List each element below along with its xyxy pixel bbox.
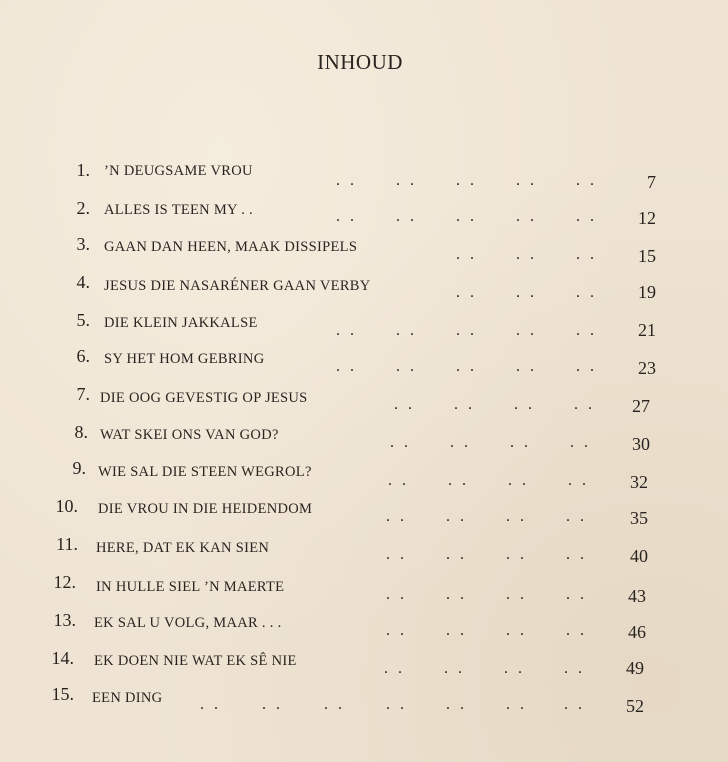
leader-dots: . . xyxy=(506,508,527,525)
toc-entry xyxy=(0,496,728,526)
leader-dots: . . xyxy=(576,322,597,339)
entry-page: 40 xyxy=(630,546,648,566)
toc-entry xyxy=(0,572,728,606)
leader-dots: . . xyxy=(516,284,537,301)
entry-number: 9. xyxy=(72,458,86,478)
leader-dots: . . xyxy=(516,208,537,225)
entry-title: ALLES IS TEEN MY . . xyxy=(104,202,253,218)
leader-dots: . . xyxy=(384,660,405,677)
leader-dots: . . xyxy=(394,396,415,413)
leader-dots: . . xyxy=(456,208,477,225)
leader-dots: . . xyxy=(510,434,531,451)
leader-dots: . . xyxy=(576,246,597,263)
leader-dots: . . xyxy=(564,660,585,677)
leader-dots: . . xyxy=(574,396,595,413)
leader-dots: . . xyxy=(396,358,417,375)
leader-dots: . . xyxy=(456,284,477,301)
toc-entry xyxy=(0,384,728,414)
leader-dots: . . xyxy=(576,172,597,189)
leader-dots: . . xyxy=(566,622,587,639)
entry-number: 6. xyxy=(76,346,90,366)
leader-dots: . . xyxy=(444,660,465,677)
leader-dots: . . xyxy=(566,586,587,603)
entry-number: 5. xyxy=(76,310,90,330)
entry-number: 15. xyxy=(51,684,74,704)
leader-dots: . . xyxy=(446,622,467,639)
toc-entry xyxy=(0,610,728,640)
leader-dots: . . xyxy=(336,208,357,225)
leader-dots: . . xyxy=(516,246,537,263)
entry-page: 27 xyxy=(632,396,650,416)
leader-dots: . . xyxy=(446,508,467,525)
leader-dots: . . xyxy=(570,434,591,451)
entry-title: IN HULLE SIEL ’N MAERTE xyxy=(96,579,285,595)
leader-dots: . . xyxy=(516,172,537,189)
leader-dots: . . xyxy=(514,396,535,413)
toc-entry xyxy=(0,160,728,190)
leader-dots: . . xyxy=(324,696,345,713)
leader-dots: . . xyxy=(396,208,417,225)
entry-title: GAAN DAN HEEN, MAAK DISSIPELS xyxy=(104,239,358,255)
leader-dots: . . xyxy=(386,546,407,563)
entry-title: HERE, DAT EK KAN SIEN xyxy=(96,540,270,556)
leader-dots: . . xyxy=(396,322,417,339)
leader-dots: . . xyxy=(568,472,589,489)
entry-number: 10. xyxy=(55,496,78,516)
entry-page: 23 xyxy=(638,358,656,378)
toc-entry xyxy=(0,272,728,302)
entry-title: DIE KLEIN JAKKALSE xyxy=(104,315,258,331)
entry-title: ’N DEUGSAME VROU xyxy=(104,163,253,179)
entry-number: 3. xyxy=(76,234,90,254)
toc-entry xyxy=(0,310,728,340)
leader-dots: . . xyxy=(386,696,407,713)
toc-entry xyxy=(0,422,728,452)
leader-dots: . . xyxy=(336,358,357,375)
leader-dots: . . xyxy=(396,172,417,189)
entry-number: 2. xyxy=(76,198,90,218)
entry-page: 52 xyxy=(626,696,644,716)
toc-entry xyxy=(0,534,728,564)
entry-title: EK SAL U VOLG, MAAR . . . xyxy=(94,615,282,631)
entry-title: EK DOEN NIE WAT EK SÊ NIE xyxy=(94,653,297,669)
leader-dots: . . xyxy=(336,172,357,189)
leader-dots: . . xyxy=(446,546,467,563)
entry-page: 46 xyxy=(628,622,646,642)
leader-dots: . . xyxy=(506,622,527,639)
entry-page: 35 xyxy=(630,508,648,528)
leader-dots: . . xyxy=(456,246,477,263)
toc-entry xyxy=(0,648,728,678)
entry-title: SY HET HOM GEBRING xyxy=(104,351,265,367)
leader-dots: . . xyxy=(446,586,467,603)
leader-dots: . . xyxy=(262,696,283,713)
toc-entry xyxy=(0,234,728,264)
toc-entry xyxy=(0,198,728,228)
leader-dots: . . xyxy=(506,586,527,603)
leader-dots: . . xyxy=(566,546,587,563)
leader-dots: . . xyxy=(506,546,527,563)
entry-title: JESUS DIE NASARÉNER GAAN VERBY xyxy=(104,278,371,294)
entry-page: 43 xyxy=(628,586,646,606)
leader-dots: . . xyxy=(576,358,597,375)
leader-dots: . . xyxy=(446,696,467,713)
leader-dots: . . xyxy=(506,696,527,713)
leader-dots: . . xyxy=(564,696,585,713)
entry-page: 15 xyxy=(638,246,656,266)
entry-title: DIE OOG GEVESTIG OP JESUS xyxy=(100,390,308,406)
entry-number: 14. xyxy=(51,648,74,668)
entry-page: 19 xyxy=(638,282,656,302)
entry-page: 12 xyxy=(638,208,656,228)
entry-title: WAT SKEI ONS VAN GOD? xyxy=(100,427,279,443)
leader-dots: . . xyxy=(566,508,587,525)
entry-number: 11. xyxy=(56,534,78,554)
page-title: INHOUD xyxy=(317,50,403,74)
leader-dots: . . xyxy=(200,696,221,713)
leader-dots: . . xyxy=(336,322,357,339)
leader-dots: . . xyxy=(450,434,471,451)
leader-dots: . . xyxy=(386,622,407,639)
leader-dots: . . xyxy=(456,358,477,375)
leader-dots: . . xyxy=(516,358,537,375)
entry-page: 30 xyxy=(632,434,650,454)
entry-page: 32 xyxy=(630,472,648,492)
leader-dots: . . xyxy=(576,208,597,225)
leader-dots: . . xyxy=(386,586,407,603)
entry-number: 7. xyxy=(76,384,90,404)
entry-number: 8. xyxy=(74,422,88,442)
entry-title: WIE SAL DIE STEEN WEGROL? xyxy=(98,464,312,480)
entry-number: 4. xyxy=(76,272,90,292)
leader-dots: . . xyxy=(390,434,411,451)
leader-dots: . . xyxy=(456,322,477,339)
entry-number: 1. xyxy=(76,160,90,180)
entry-page: 21 xyxy=(638,320,656,340)
toc-entry xyxy=(0,458,728,492)
leader-dots: . . xyxy=(386,508,407,525)
entry-page: 7 xyxy=(647,172,656,192)
toc-entry xyxy=(0,346,728,376)
leader-dots: . . xyxy=(516,322,537,339)
entry-number: 12. xyxy=(53,572,76,592)
leader-dots: . . xyxy=(456,172,477,189)
leader-dots: . . xyxy=(576,284,597,301)
leader-dots: . . xyxy=(504,660,525,677)
leader-dots: . . xyxy=(388,472,409,489)
entry-number: 13. xyxy=(53,610,76,630)
leader-dots: . . xyxy=(508,472,529,489)
toc-entry xyxy=(0,684,728,714)
entry-page: 49 xyxy=(626,658,644,678)
leader-dots: . . xyxy=(448,472,469,489)
leader-dots: . . xyxy=(454,396,475,413)
entry-title: DIE VROU IN DIE HEIDENDOM xyxy=(98,501,313,517)
entry-title: EEN DING xyxy=(92,690,163,706)
